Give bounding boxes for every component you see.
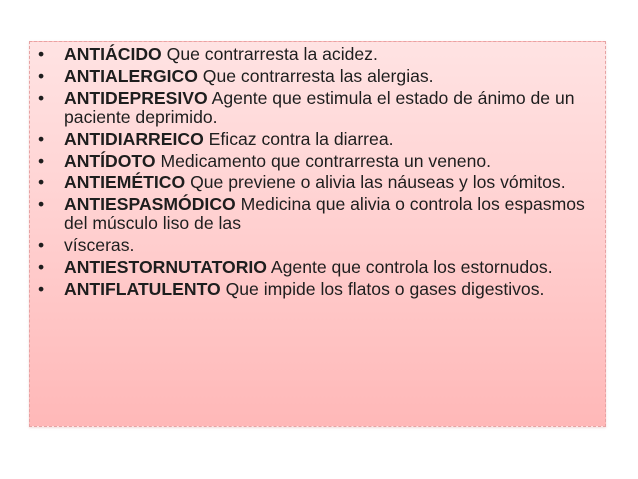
definitions-list — [38, 45, 600, 302]
term: ANTIÁCIDO — [64, 44, 162, 64]
definition: Que previene o alivia las náuseas y los vómitos. — [185, 172, 566, 193]
term: ANTIESTORNUTATORIO — [64, 257, 267, 278]
term: ANTIALERGICO — [64, 65, 198, 86]
term: ANTIDIARREICO — [64, 128, 204, 149]
list-item — [38, 45, 600, 64]
list-item — [38, 236, 600, 255]
list-item — [38, 67, 600, 86]
definition: Que contrarresta las alergias. — [197, 65, 434, 86]
term: ANTIFLATULENTO — [64, 279, 221, 300]
list-item — [38, 152, 600, 171]
list-item — [38, 173, 600, 192]
list-item — [38, 195, 600, 233]
definition: vísceras. — [64, 235, 135, 256]
term: ANTIEMÉTICO — [64, 172, 186, 193]
bullet: • — [38, 65, 45, 86]
definition: Medicina que alivia o controla los espasmos del músculo liso de las — [64, 194, 585, 234]
bullet: • — [38, 150, 45, 171]
bullet: • — [38, 128, 45, 149]
bullet: • — [38, 235, 45, 256]
bullet: • — [38, 87, 45, 108]
list-item — [38, 130, 600, 149]
bullet: • — [38, 257, 45, 278]
term: ANTIDEPRESIVO — [64, 87, 208, 108]
list-item — [38, 258, 600, 277]
definition: Que impide los flatos o gases digestivos. — [220, 279, 545, 300]
definition: Medicamento que contrarresta un veneno. — [155, 150, 492, 171]
list-item — [38, 280, 600, 299]
bullet: • — [38, 44, 45, 64]
definition: Agente que estimula el estado de ánimo de un paciente deprimido. — [64, 87, 575, 127]
definition: Que contrarresta la acidez. — [161, 44, 378, 64]
definition: Agente que controla los estornudos. — [266, 257, 553, 278]
term: ANTÍDOTO — [64, 150, 156, 171]
bullet: • — [38, 172, 45, 193]
definition: Eficaz contra la diarrea. — [203, 128, 394, 149]
bullet: • — [38, 194, 45, 215]
term: ANTIESPASMÓDICO — [64, 194, 236, 215]
list-item — [38, 89, 600, 127]
bullet: • — [38, 279, 45, 300]
definitions-box — [29, 41, 606, 427]
